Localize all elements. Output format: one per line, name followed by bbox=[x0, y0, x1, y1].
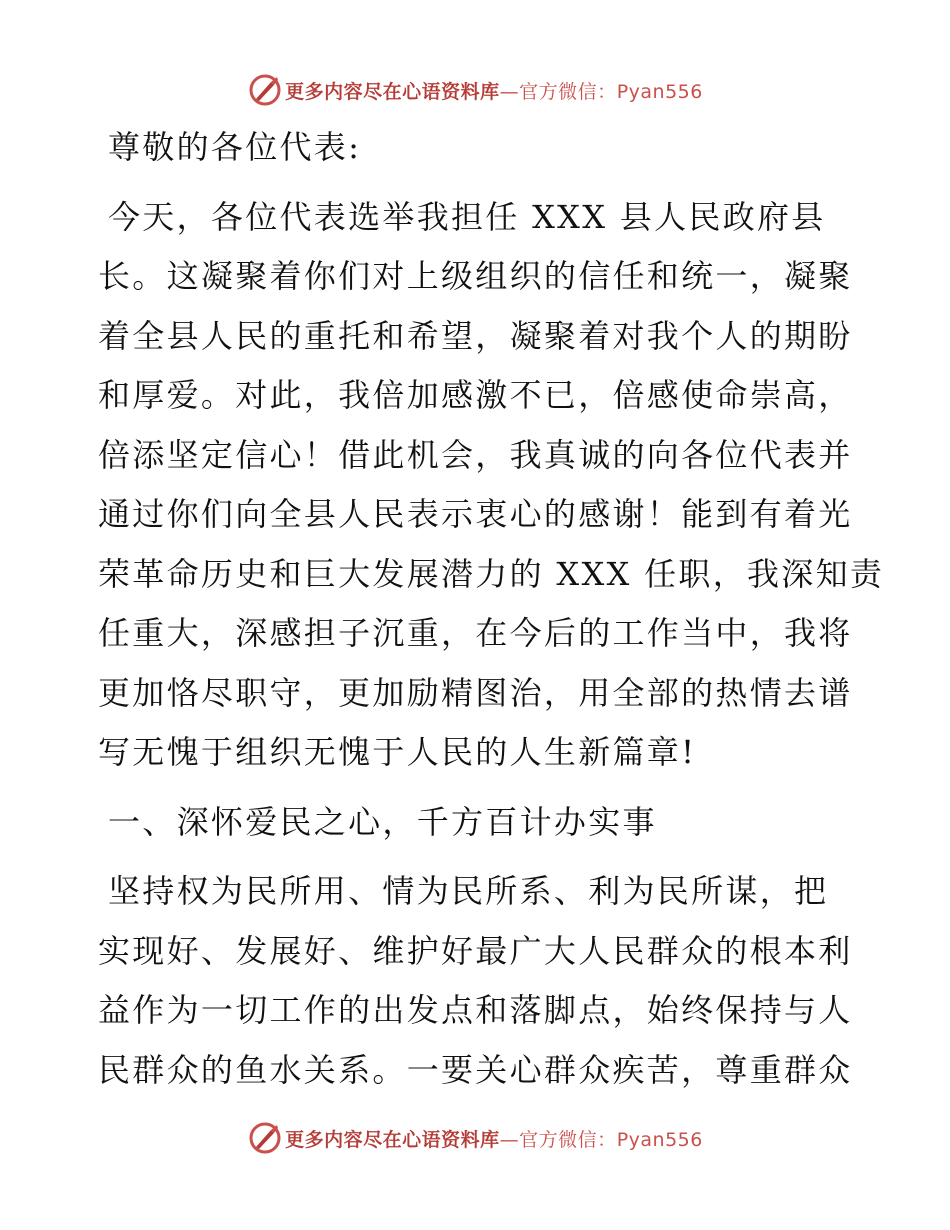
text-line: 写无愧于组织无愧于人民的人生新篇章! bbox=[98, 733, 697, 771]
text-line: 民群众的鱼水关系。一要关心群众疾苦，尊重群众 bbox=[98, 1050, 853, 1089]
paragraph-1 bbox=[98, 188, 885, 783]
salutation-line: 尊敬的各位代表: bbox=[108, 128, 362, 166]
section-heading-1 bbox=[98, 793, 858, 853]
text-line: 今天，各位代表选举我担任 XXX 县人民政府县 bbox=[108, 197, 826, 236]
quill-logo-icon bbox=[247, 1120, 283, 1156]
text-line: 实现好、发展好、维护好最广大人民群众的根本利 bbox=[98, 931, 853, 970]
paragraph-2 bbox=[98, 862, 858, 1100]
header-watermark bbox=[0, 70, 950, 110]
heading-line: 一、深怀爱民之心，千方百计办实事 bbox=[108, 802, 657, 841]
text-line: 着全县人民的重托和希望，凝聚着对我个人的期盼 bbox=[98, 316, 853, 355]
text-line: 通过你们向全县人民表示衷心的感谢！能到有着光 bbox=[98, 495, 853, 533]
watermark-brand: 更多内容尽在心语资料库 bbox=[285, 80, 500, 103]
watermark-dash: — bbox=[499, 1128, 520, 1151]
text-line: 和厚爱。对此，我倍加感激不已，倍感使命崇高， bbox=[98, 376, 853, 414]
quill-logo-icon bbox=[247, 72, 283, 108]
watermark-label: 官方微信： bbox=[519, 80, 617, 103]
watermark-text bbox=[285, 77, 703, 104]
salutation bbox=[98, 118, 858, 178]
watermark-brand: 更多内容尽在心语资料库 bbox=[285, 1128, 500, 1151]
watermark-dash: — bbox=[499, 80, 520, 103]
text-line: 倍添坚定信心！借此机会，我真诚的向各位代表并 bbox=[98, 435, 853, 474]
watermark-wechat-id: Pyan556 bbox=[616, 80, 703, 103]
text-line: 荣革命历史和巨大发展潜力的 XXX 任职，我深知责 bbox=[98, 554, 885, 593]
text-line: 长。这凝聚着你们对上级组织的信任和统一，凝聚 bbox=[98, 257, 853, 295]
watermark-label: 官方微信： bbox=[519, 1128, 617, 1151]
footer-watermark bbox=[0, 1118, 950, 1158]
watermark-text bbox=[285, 1125, 703, 1152]
text-line: 任重大，深感担子沉重，在今后的工作当中，我将 bbox=[98, 614, 853, 652]
document-body bbox=[98, 118, 885, 1100]
text-line: 益作为一切工作的出发点和落脚点，始终保持与人 bbox=[98, 991, 853, 1029]
text-line: 更加恪尽职守，更加励精图治，用全部的热情去谱 bbox=[98, 673, 853, 712]
text-line: 坚持权为民所用、情为民所系、利为民所谋，把 bbox=[108, 872, 829, 910]
watermark-wechat-id: Pyan556 bbox=[616, 1128, 703, 1151]
